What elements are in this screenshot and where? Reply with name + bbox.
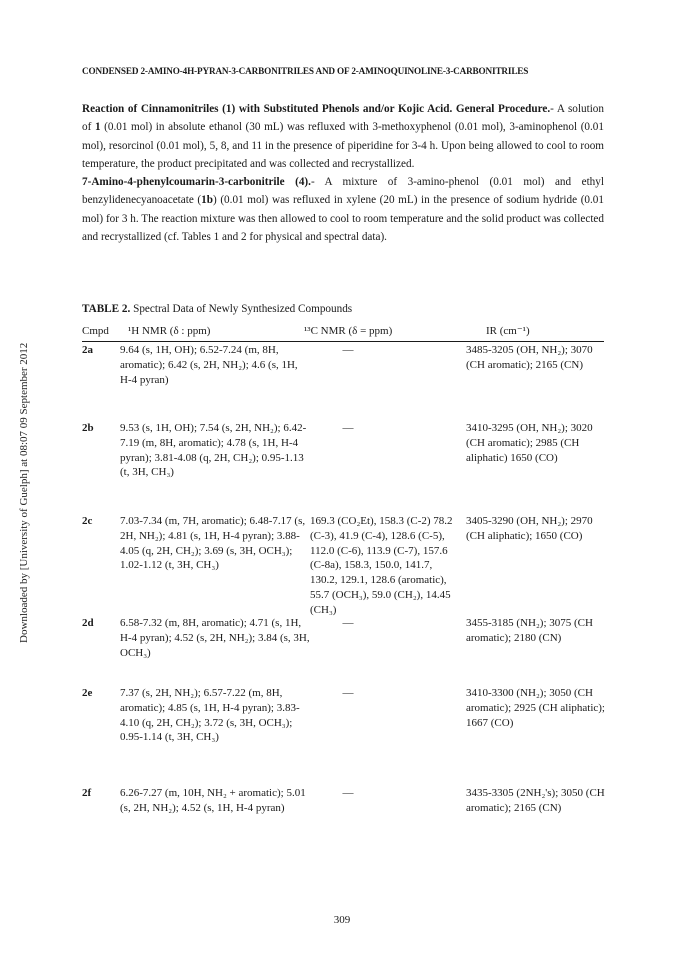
cell-c-nmr: 169.3 (CO₂Et), 158.3 (C-2) 78.2 (C-3), 41.9 (C-4), 128.6 (C-5), 112.0 (C-6), 113.9 (C-7), 157.6 (C-8a), 158.3, 150.0, 141.7, 130.2, 129.1, 128.6 (aromatic), 55.7 (OCH₃), 59.0 (CH₂), 14.45 (CH₃) <box>310 515 453 616</box>
cell-h-nmr: 6.26-7.27 (m, 10H, NH₂ + aromatic); 5.01 (s, 2H, NH₂); 4.52 (s, 1H, H-4 pyran) <box>120 787 306 814</box>
cell-h-nmr: 7.03-7.34 (m, 7H, aromatic); 6.48-7.17 (s, 2H, NH₂); 4.81 (s, 1H, H-4 pyran); 3.88-4.05 (q, 2H, CH₂); 3.69 (s, 3H, OCH₃); 1.02-1.12 (t, 3H, CH₃) <box>120 515 306 572</box>
table-row <box>82 786 604 834</box>
cell-cmpd: 2a <box>82 344 93 356</box>
compound-4-text-post: ) (0.01 mol) was refluxed in xylene (20 mL) in the presence of sodium hydride (0.01 mol) for 3 h. The reaction mixture was then allowed to cool to room temperature and the solid product was collected and recrystallized (cf. Tables 1 and 2 for physical and spectral data). <box>82 194 604 244</box>
table-caption-text: Spectral Data of Newly Synthesized Compounds <box>130 303 353 315</box>
download-watermark: Downloaded by [University of Guelph] at 08:07 09 September 2012 <box>18 342 30 643</box>
cell-c-nmr: — <box>342 787 354 799</box>
header-ir: IR (cm⁻¹) <box>486 325 530 337</box>
cell-ir: 3410-3295 (OH, NH₂); 3020 (CH aromatic); 2985 (CH aliphatic) 1650 (CO) <box>466 422 593 464</box>
compound-4-paragraph <box>82 173 604 246</box>
cell-ir: 3405-3290 (OH, NH₂); 2970 (CH aliphatic); 1650 (CO) <box>466 515 593 542</box>
cell-h-nmr: 6.58-7.32 (m, 8H, aromatic); 4.71 (s, 1H, H-4 pyran); 4.52 (s, 2H, NH₂); 3.84 (s, 3H, OCH₃) <box>120 617 310 659</box>
header-cmpd: Cmpd <box>82 325 109 337</box>
cell-c-nmr: — <box>342 617 354 629</box>
header-h-nmr: ¹H NMR (δ : ppm) <box>128 325 211 337</box>
cell-cmpd: 2c <box>82 515 93 527</box>
compound-4-text-pre: - A mixture of 3-amino-phenol (0.01 mol) and ethyl benzylidenecyanoacetate ( <box>82 176 604 207</box>
cell-cmpd: 2b <box>82 422 94 434</box>
cell-h-nmr: 9.53 (s, 1H, OH); 7.54 (s, 2H, NH₂); 6.42-7.19 (m, 8H, aromatic); 4.78 (s, 1H, H-4 pyran); 3.81-4.08 (q, 2H, CH₂); 0.95-1.13 (t, 3H, CH₃) <box>120 422 307 479</box>
table-row <box>82 421 604 514</box>
cell-h-nmr: 9.64 (s, 1H, OH); 6.52-7.24 (m, 8H, aromatic); 6.42 (s, 2H, NH₂); 4.6 (s, 1H, H-4 pyran) <box>120 344 298 386</box>
cell-h-nmr: 7.37 (s, 2H, NH₂); 6.57-7.22 (m, 8H, aromatic); 4.85 (s, 1H, H-4 pyran); 3.83-4.10 (q, 2H, CH₂); 3.72 (s, 3H, OCH₃); 0.95-1.14 (t, 3H, CH₃) <box>120 687 300 744</box>
cell-cmpd: 2f <box>82 787 92 799</box>
table-caption <box>82 303 352 315</box>
table-header-row <box>82 322 604 342</box>
spectral-data-table <box>82 322 604 834</box>
cell-c-nmr: — <box>342 422 354 434</box>
cell-ir: 3435-3305 (2NH₂'s); 3050 (CH aromatic); 2165 (CN) <box>466 787 605 814</box>
running-head: CONDENSED 2-AMINO-4H-PYRAN-3-CARBONITRILES AND OF 2-AMINOQUINOLINE-3-CARBONITRILES <box>82 66 529 76</box>
procedure-ref: 1 <box>94 121 101 134</box>
cell-ir: 3410-3300 (NH₂); 3050 (CH aromatic); 2925 (CH aliphatic); 1667 (CO) <box>466 687 605 729</box>
cell-cmpd: 2e <box>82 687 93 699</box>
procedure-paragraph <box>82 100 604 173</box>
cell-ir: 3485-3205 (OH, NH₂); 3070 (CH aromatic); 2165 (CN) <box>466 344 593 371</box>
table-row <box>82 343 604 421</box>
compound-4-title: 7-Amino-4-phenylcoumarin-3-carbonitrile (4). <box>82 176 311 189</box>
cell-c-nmr: — <box>342 344 354 356</box>
page-number: 309 <box>333 914 351 926</box>
compound-4-ref: 1b <box>201 194 213 207</box>
table-row <box>82 616 604 686</box>
cell-ir: 3455-3185 (NH₂); 3075 (CH aromatic); 2180 (CN) <box>466 617 593 644</box>
body-text <box>82 100 604 246</box>
cell-cmpd: 2d <box>82 617 94 629</box>
header-c-nmr: ¹³C NMR (δ = ppm) <box>304 325 393 337</box>
procedure-text-pre: - A solution of <box>82 103 604 134</box>
cell-c-nmr: — <box>342 687 354 699</box>
table-caption-label: TABLE 2. <box>82 303 131 315</box>
procedure-text-post: (0.01 mol) in absolute ethanol (30 mL) was refluxed with 3-methoxyphenol (0.01 mol), 3-aminophenol (0.01 mol), resorcinol (0.01 mol), 5, 8, and 11 in the presence of piperidine for 3-4 h. Upon being allowed to cool to room temperature, the product precipitated and was collected and recrystallized. <box>82 121 604 170</box>
procedure-title: Reaction of Cinnamonitriles (1) with Substituted Phenols and/or Kojic Acid. General Procedure. <box>82 103 551 115</box>
table-row <box>82 514 604 616</box>
table-row <box>82 686 604 786</box>
